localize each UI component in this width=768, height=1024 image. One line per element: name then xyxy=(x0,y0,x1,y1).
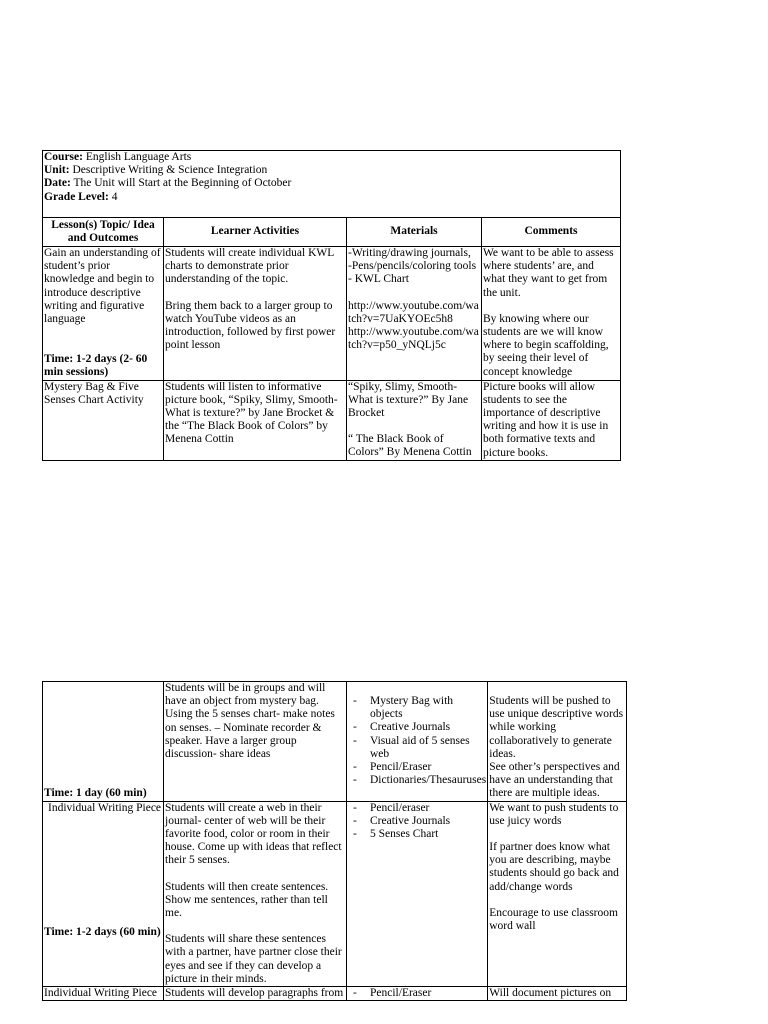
comment-text: Picture books will allow students to see the importance of descriptive writing and how it is use in both formative texts and picture books. xyxy=(483,380,609,459)
comment-text: We want to push students to use juicy words xyxy=(489,801,619,827)
topic-text: Individual Writing Piece xyxy=(44,987,158,1000)
unit-header xyxy=(43,151,621,218)
activity-text: Students will share these sentences with a partner, have partner close their eyes and see if they can develop a picture in their minds. xyxy=(165,933,342,985)
material-item: - Creative Journals xyxy=(348,815,486,828)
material-item: “Spiky, Slimy, Smooth- What is texture?” By Jane Brocket xyxy=(348,380,469,420)
comment-cell xyxy=(488,682,627,802)
comment-text: By knowing where our students are we will know where to begin scaffolding, by seeing their level of concept knowledge xyxy=(483,312,609,378)
material-item: - 5 Senses Chart xyxy=(348,828,486,841)
materials-cell xyxy=(347,247,482,381)
date-value: The Unit will Start at the Beginning of October xyxy=(73,177,292,190)
column-header-topic: Lesson(s) Topic/ Idea and Outcomes xyxy=(43,218,164,247)
material-item: - Pencil/Eraser xyxy=(348,987,486,1000)
material-item: - Mystery Bag with objects xyxy=(348,695,486,721)
activity-text: Students will create individual KWL charts to demonstrate prior understanding of the topic. xyxy=(165,247,334,286)
lesson-plan-table-2 xyxy=(42,681,627,1001)
grade-value: 4 xyxy=(111,190,118,203)
material-item: -Writing/drawing journals, xyxy=(348,247,471,259)
unit-line: Unit: Descriptive Writing & Science Integration xyxy=(44,164,268,177)
comment-cell xyxy=(482,247,621,381)
materials-list xyxy=(348,695,486,787)
course-line: Course: English Language Arts xyxy=(44,151,192,163)
materials-list xyxy=(348,987,486,1000)
materials-cell xyxy=(347,380,482,460)
lesson-plan-table-1 xyxy=(42,150,621,461)
comment-text: See other’s perspectives and have an understanding that there are multiple ideas. xyxy=(489,761,620,800)
materials-list xyxy=(348,802,486,842)
table-row xyxy=(43,247,621,381)
activity-text: Students will create a web in their journal- center of web will be their favorite food, color or room in their house. Come up with ideas that reflect their 5 senses. xyxy=(165,801,342,867)
unit-value: Descriptive Writing & Science Integration xyxy=(72,164,268,177)
material-item: - Dictionaries/Thesauruses xyxy=(348,774,486,787)
materials-cell xyxy=(347,801,488,986)
activity-cell xyxy=(164,682,347,802)
topic-cell xyxy=(43,247,164,381)
topic-cell xyxy=(43,380,164,460)
activity-text: Students will develop paragraphs from xyxy=(165,987,344,1000)
table-row xyxy=(43,682,627,802)
time-label: Time: 1-2 days (2- 60 min sessions) xyxy=(44,353,148,379)
column-header-activities: Learner Activities xyxy=(164,218,347,247)
time-label: Time: 1-2 days (60 min) xyxy=(44,925,161,938)
activity-text: Bring them back to a larger group to watch YouTube videos as an introduction, followed by first power point lesson xyxy=(165,299,336,352)
topic-cell xyxy=(43,987,164,1001)
activity-text: Students will listen to informative picture book, “Spiky, Slimy, Smooth- What is texture?” by Jane Brocket & the “The Black Book of Colors” by Menena Cottin xyxy=(165,380,338,446)
comment-text: Students will be pushed to use unique descriptive words while working collaboratively to generate ideas. xyxy=(489,695,624,760)
column-header-materials: Materials xyxy=(347,218,482,247)
comment-text: Encourage to use classroom word wall xyxy=(489,906,618,933)
material-item: - KWL Chart xyxy=(348,273,409,286)
material-item: -Pens/pencils/coloring tools xyxy=(348,260,477,273)
comment-text: Will document pictures on xyxy=(489,987,612,1000)
table-row xyxy=(43,801,627,986)
material-item: - Creative Journals xyxy=(348,721,486,734)
topic-cell xyxy=(43,801,164,986)
topic-text: Gain an understanding of student’s prior knowledge and begin to introduce descriptive writing and figurative language xyxy=(44,247,161,326)
activity-cell xyxy=(164,987,347,1001)
course-value: English Language Arts xyxy=(85,151,192,163)
comment-cell xyxy=(482,380,621,460)
activity-cell xyxy=(164,247,347,381)
topic-text: Mystery Bag & Five Senses Chart Activity xyxy=(44,380,144,406)
material-item: - Pencil/eraser xyxy=(348,802,486,815)
date-line: Date: The Unit will Start at the Beginning of October xyxy=(44,177,292,190)
material-item: “ The Black Book of Colors” By Menena Cottin xyxy=(348,433,472,459)
comment-cell xyxy=(488,801,627,986)
comment-cell xyxy=(488,987,627,1001)
youtube-link[interactable]: http://www.youtube.com/watch?v=p50_yNQLj5c xyxy=(348,326,479,352)
time-label: Time: 1 day (60 min) xyxy=(44,787,147,800)
comment-text: If partner does know what you are describing, maybe students should go back and add/change words xyxy=(489,841,619,893)
material-item: - Pencil/Eraser xyxy=(348,761,486,774)
activity-cell xyxy=(164,801,347,986)
column-header-comments: Comments xyxy=(482,218,621,247)
comment-text: We want to be able to assess where students’ are, and what they want to get from the unit. xyxy=(483,247,614,299)
topic-cell xyxy=(43,682,164,802)
materials-cell xyxy=(347,987,488,1001)
activity-text: Students will then create sentences. Show me sentences, rather than tell me. xyxy=(165,880,329,920)
activity-text: Students will be in groups and will have an object from mystery bag. Using the 5 senses chart- make notes on senses. – Nominate recorder & speaker. Have a larger group discussion- share ideas xyxy=(165,682,335,761)
activity-cell xyxy=(164,380,347,460)
table-row xyxy=(43,380,621,460)
topic-text: Individual Writing Piece xyxy=(48,801,162,814)
material-item: - Visual aid of 5 senses web xyxy=(348,735,486,761)
youtube-link[interactable]: http://www.youtube.com/watch?v=7UaKYOEc5h8 xyxy=(348,299,479,325)
materials-cell xyxy=(347,682,488,802)
grade-line: Grade Level: 4 xyxy=(44,190,118,203)
table-row xyxy=(43,987,627,1001)
